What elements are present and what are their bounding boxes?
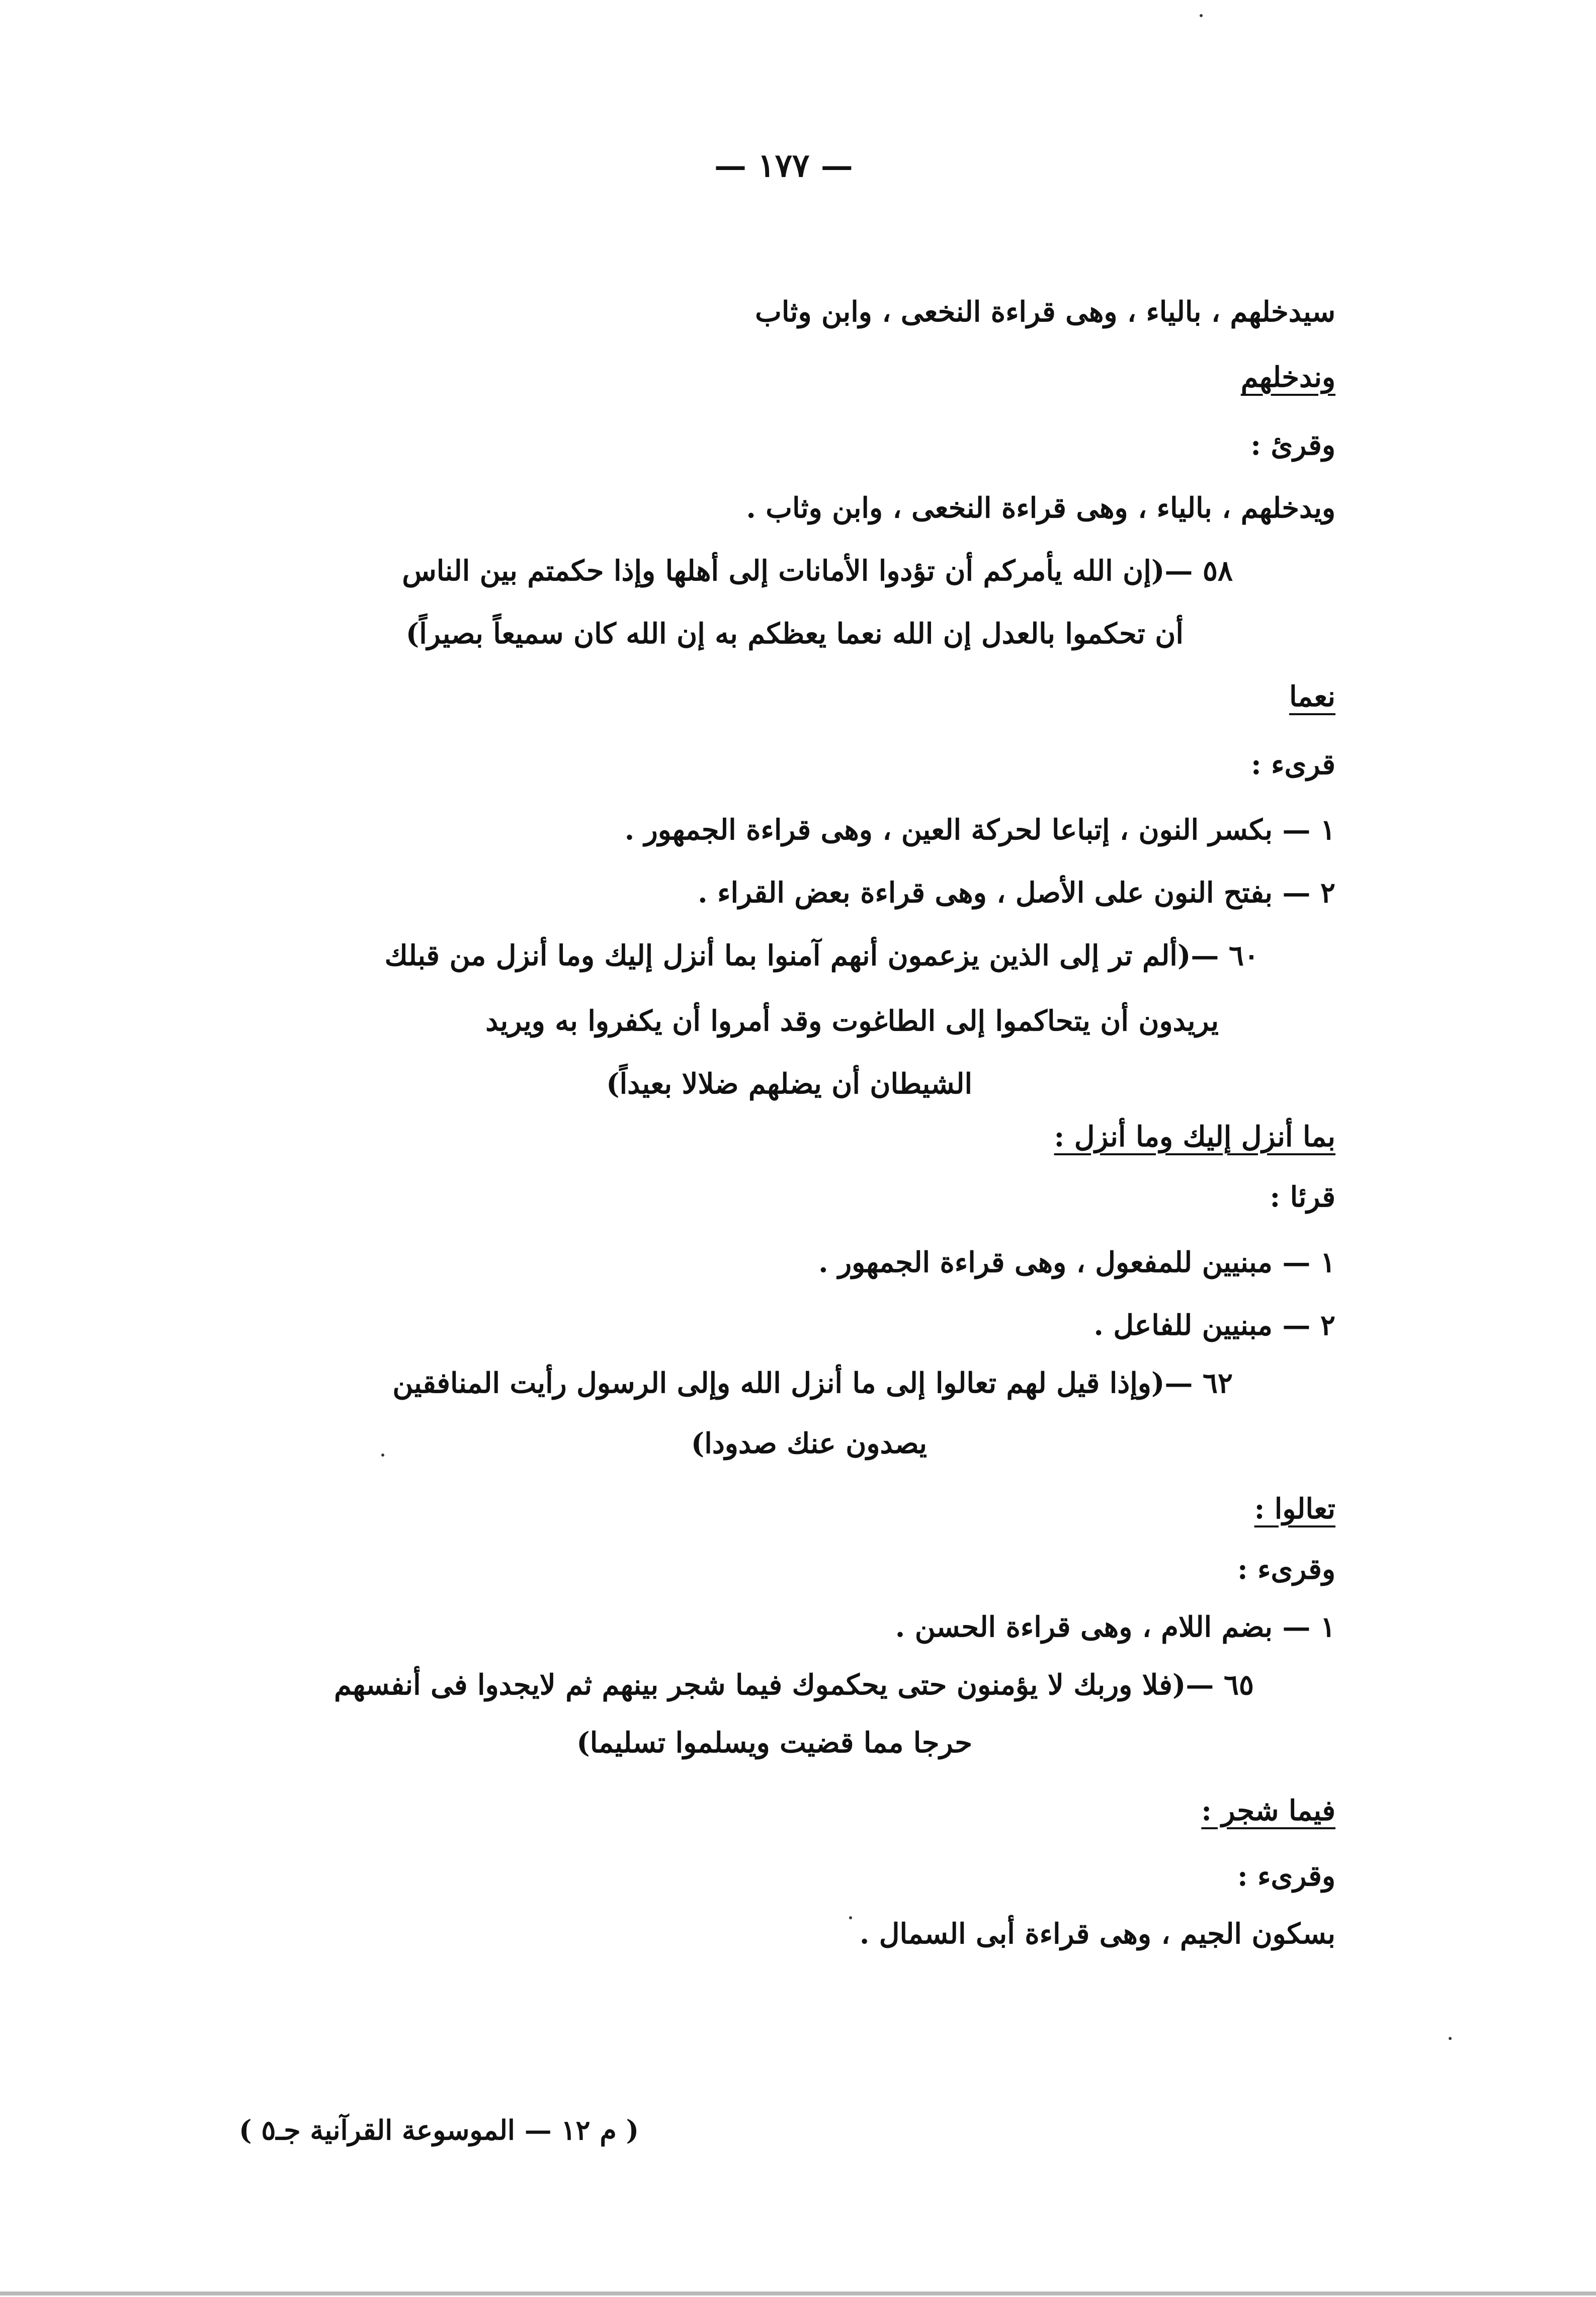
verse-line: الشيطان أن يضلهم ضلالا بعيداً) [606,1067,972,1100]
footer-note: ( م ١٢ — الموسوعة القرآنية جـ٥ ) [239,2114,639,2146]
verse-line: ٥٨ —(إن الله يأمركم أن تؤدوا الأمانات إلى أهلها وإذا حكمتم بين الناس [402,554,1233,587]
verse-line: ٦٥ —(فلا وربك لا يؤمنون حتى يحكموك فيما شجر بينهم ثم لايجدوا فى أنفسهم [334,1668,1254,1702]
scan-speck [381,1454,384,1457]
scan-speck [849,1916,852,1919]
heading-word: فيما شجر : [1201,1794,1335,1827]
text-line: سيدخلهم ، بالياء ، وهى قراءة النخعى ، وابن وثاب [755,295,1335,328]
text-line: ١ — مبنيين للمفعول ، وهى قراءة الجمهور . [818,1246,1335,1279]
heading-word: نعما [1289,680,1335,713]
text-line: ٢ — بفتح النون على الأصل ، وهى قراءة بعض القراء . [698,876,1335,909]
text-line: وقرىء : [1237,1553,1335,1586]
text-line: قرئا : [1270,1180,1335,1214]
heading-word: تعالوا : [1254,1492,1335,1525]
page-number: — ١٧٧ — [714,147,853,185]
text-line: ١ — بضم اللام ، وهى قراءة الحسن . [895,1610,1335,1644]
text-line: قرىء : [1251,748,1335,781]
verse-line: ٦٢ —(وإذا قيل لهم تعالوا إلى ما أنزل الله وإلى الرسول رأيت المنافقين [392,1367,1233,1400]
verse-line: يريدون أن يتحاكموا إلى الطاغوت وقد أمروا أن يكفروا به ويريد [485,1004,1219,1038]
verse-line: أن تحكموا بالعدل إن الله نعما يعظكم به إن الله كان سميعاً بصيراً) [405,617,1184,650]
verse-line: ٦٠ —(ألم تر إلى الذين يزعمون أنهم آمنوا بما أنزل إليك وما أنزل من قبلك [384,939,1259,972]
heading-word: وندخلهم [1240,361,1335,394]
text-line: بسكون الجيم ، وهى قراءة أبى السمال . [859,1917,1335,1950]
verse-line: حرجا مما قضيت ويسلموا تسليما) [576,1726,972,1759]
heading-word: بما أنزل إليك وما أنزل : [1054,1120,1335,1153]
text-line: ويدخلهم ، بالياء ، وهى قراءة النخعى ، وابن وثاب . [746,491,1335,525]
text-line: وقرئ : [1250,429,1335,462]
text-line: ٢ — مبنيين للفاعل . [1094,1309,1335,1342]
verse-line: يصدون عنك صدودا) [691,1427,927,1460]
text-line: ١ — بكسر النون ، إتباعا لحركة العين ، وهى قراءة الجمهور . [624,813,1335,846]
scan-speck [1449,2037,1452,2040]
text-line: وقرىء : [1237,1859,1335,1893]
scan-speck [1200,14,1203,17]
scan-bottom-edge [0,2291,1596,2295]
